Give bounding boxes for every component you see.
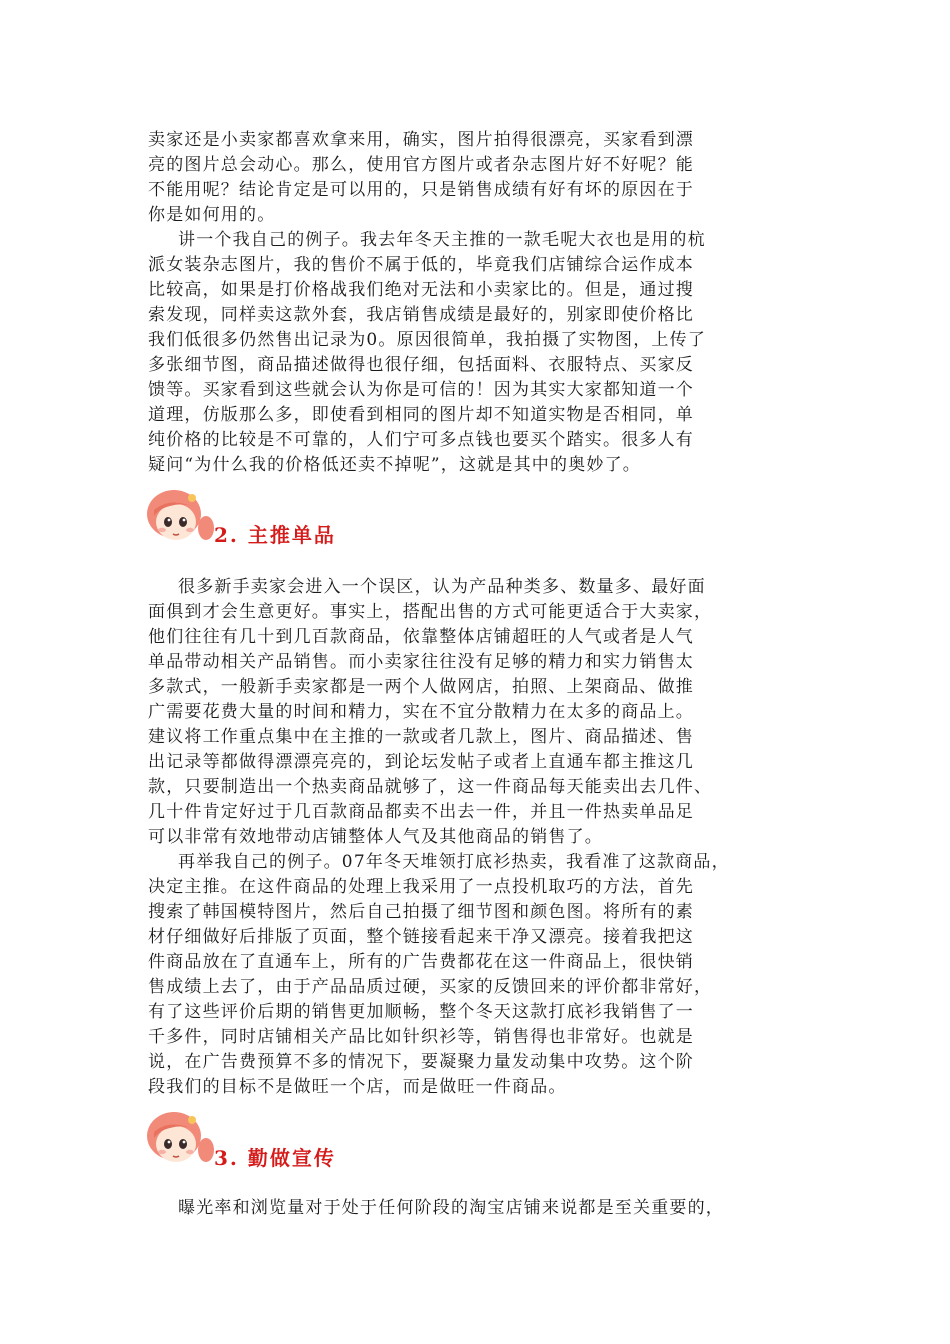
girl-mascot-icon	[140, 1106, 218, 1170]
para1-line: 亮的图片总会动心。那么，使用官方图片或者杂志图片好不好呢？能	[148, 155, 694, 175]
para2-line: 讲一个我自己的例子。我去年冬天主推的一款毛呢大衣也是用的杭	[178, 230, 706, 250]
para2-line: 道理，仿版那么多，即使看到相同的图片却不知道实物是否相同，单	[148, 405, 694, 425]
para2-line: 索发现，同样卖这款外套，我店销售成绩是最好的，别家即使价格比	[148, 305, 694, 325]
para2-line: 馈等。买家看到这些就会认为你是可信的！因为其实大家都知道一个	[148, 380, 694, 400]
para3-line: 款，只要制造出一个热卖商品就够了，这一件商品每天能卖出去几件、	[148, 777, 713, 797]
para3-line: 很多新手卖家会进入一个误区，认为产品种类多、数量多、最好面	[178, 577, 706, 597]
para3-line: 出记录等都做得漂漂亮亮的，到论坛发帖子或者上直通车都主推这几	[148, 752, 694, 772]
para3-line: 建议将工作重点集中在主推的一款或者几款上，图片、商品描述、售	[148, 727, 694, 747]
para4-line: 搜索了韩国模特图片，然后自己拍摄了细节图和颜色图。将所有的素	[148, 902, 694, 922]
para4-line: 再举我自己的例子。07年冬天堆领打底衫热卖，我看准了这款商品，	[178, 852, 730, 872]
para4-line: 千多件，同时店铺相关产品比如针织衫等，销售得也非常好。也就是	[148, 1027, 694, 1047]
para2-line: 比较高，如果是打价格战我们绝对无法和小卖家比的。但是，通过搜	[148, 280, 694, 300]
section-heading: 3. 勤做宣传	[214, 1146, 336, 1170]
para5-line: 曝光率和浏览量对于处于任何阶段的淘宝店铺来说都是至关重要的，	[178, 1198, 724, 1218]
para1-line: 不能用呢？结论肯定是可以用的，只是销售成绩有好有坏的原因在于	[148, 180, 694, 200]
para2-line: 我们低很多仍然售出记录为0。原因很简单，我拍摄了实物图，上传了	[148, 330, 707, 350]
para4-line: 件商品放在了直通车上，所有的广告费都花在这一件商品上，很快销	[148, 952, 694, 972]
section-heading: 2. 主推单品	[214, 523, 336, 547]
para4-line: 有了这些评价后期的销售更加顺畅，整个冬天这款打底衫我销售了一	[148, 1002, 694, 1022]
para1-line: 卖家还是小卖家都喜欢拿来用，确实，图片拍得很漂亮，买家看到漂	[148, 130, 694, 150]
para4-line: 段我们的目标不是做旺一个店，而是做旺一件商品。	[148, 1077, 567, 1097]
para3-line: 广需要花费大量的时间和精力，实在不宜分散精力在太多的商品上。	[148, 702, 694, 722]
para4-line: 售成绩上去了，由于产品品质过硬，买家的反馈回来的评价都非常好，	[148, 977, 713, 997]
para1-line: 你是如何用的。	[148, 205, 276, 225]
para2-line: 纯价格的比较是不可靠的，人们宁可多点钱也要买个踏实。很多人有	[148, 430, 694, 450]
para4-line: 说，在广告费预算不多的情况下，要凝聚力量发动集中攻势。这个阶	[148, 1052, 694, 1072]
para3-line: 面俱到才会生意更好。事实上，搭配出售的方式可能更适合于大卖家，	[148, 602, 713, 622]
para3-line: 单品带动相关产品销售。而小卖家往往没有足够的精力和实力销售太	[148, 652, 694, 672]
para2-line: 多张细节图，商品描述做得也很仔细，包括面料、衣服特点、买家反	[148, 355, 694, 375]
para3-line: 他们往往有几十到几百款商品，依靠整体店铺超旺的人气或者是人气	[148, 627, 694, 647]
para4-line: 材仔细做好后排版了页面，整个链接看起来干净又漂亮。接着我把这	[148, 927, 694, 947]
para3-line: 几十件肯定好过于几百款商品都卖不出去一件，并且一件热卖单品足	[148, 802, 694, 822]
para2-line: 派女装杂志图片，我的售价不属于低的，毕竟我们店铺综合运作成本	[148, 255, 694, 275]
para3-line: 多款式，一般新手卖家都是一两个人做网店，拍照、上架商品、做推	[148, 677, 694, 697]
para3-line: 可以非常有效地带动店铺整体人气及其他商品的销售了。	[148, 827, 603, 847]
para4-line: 决定主推。在这件商品的处理上我采用了一点投机取巧的方法，首先	[148, 877, 694, 897]
girl-mascot-icon	[140, 484, 218, 548]
para2-line: 疑问“为什么我的价格低还卖不掉呢”，这就是其中的奥妙了。	[148, 455, 641, 475]
